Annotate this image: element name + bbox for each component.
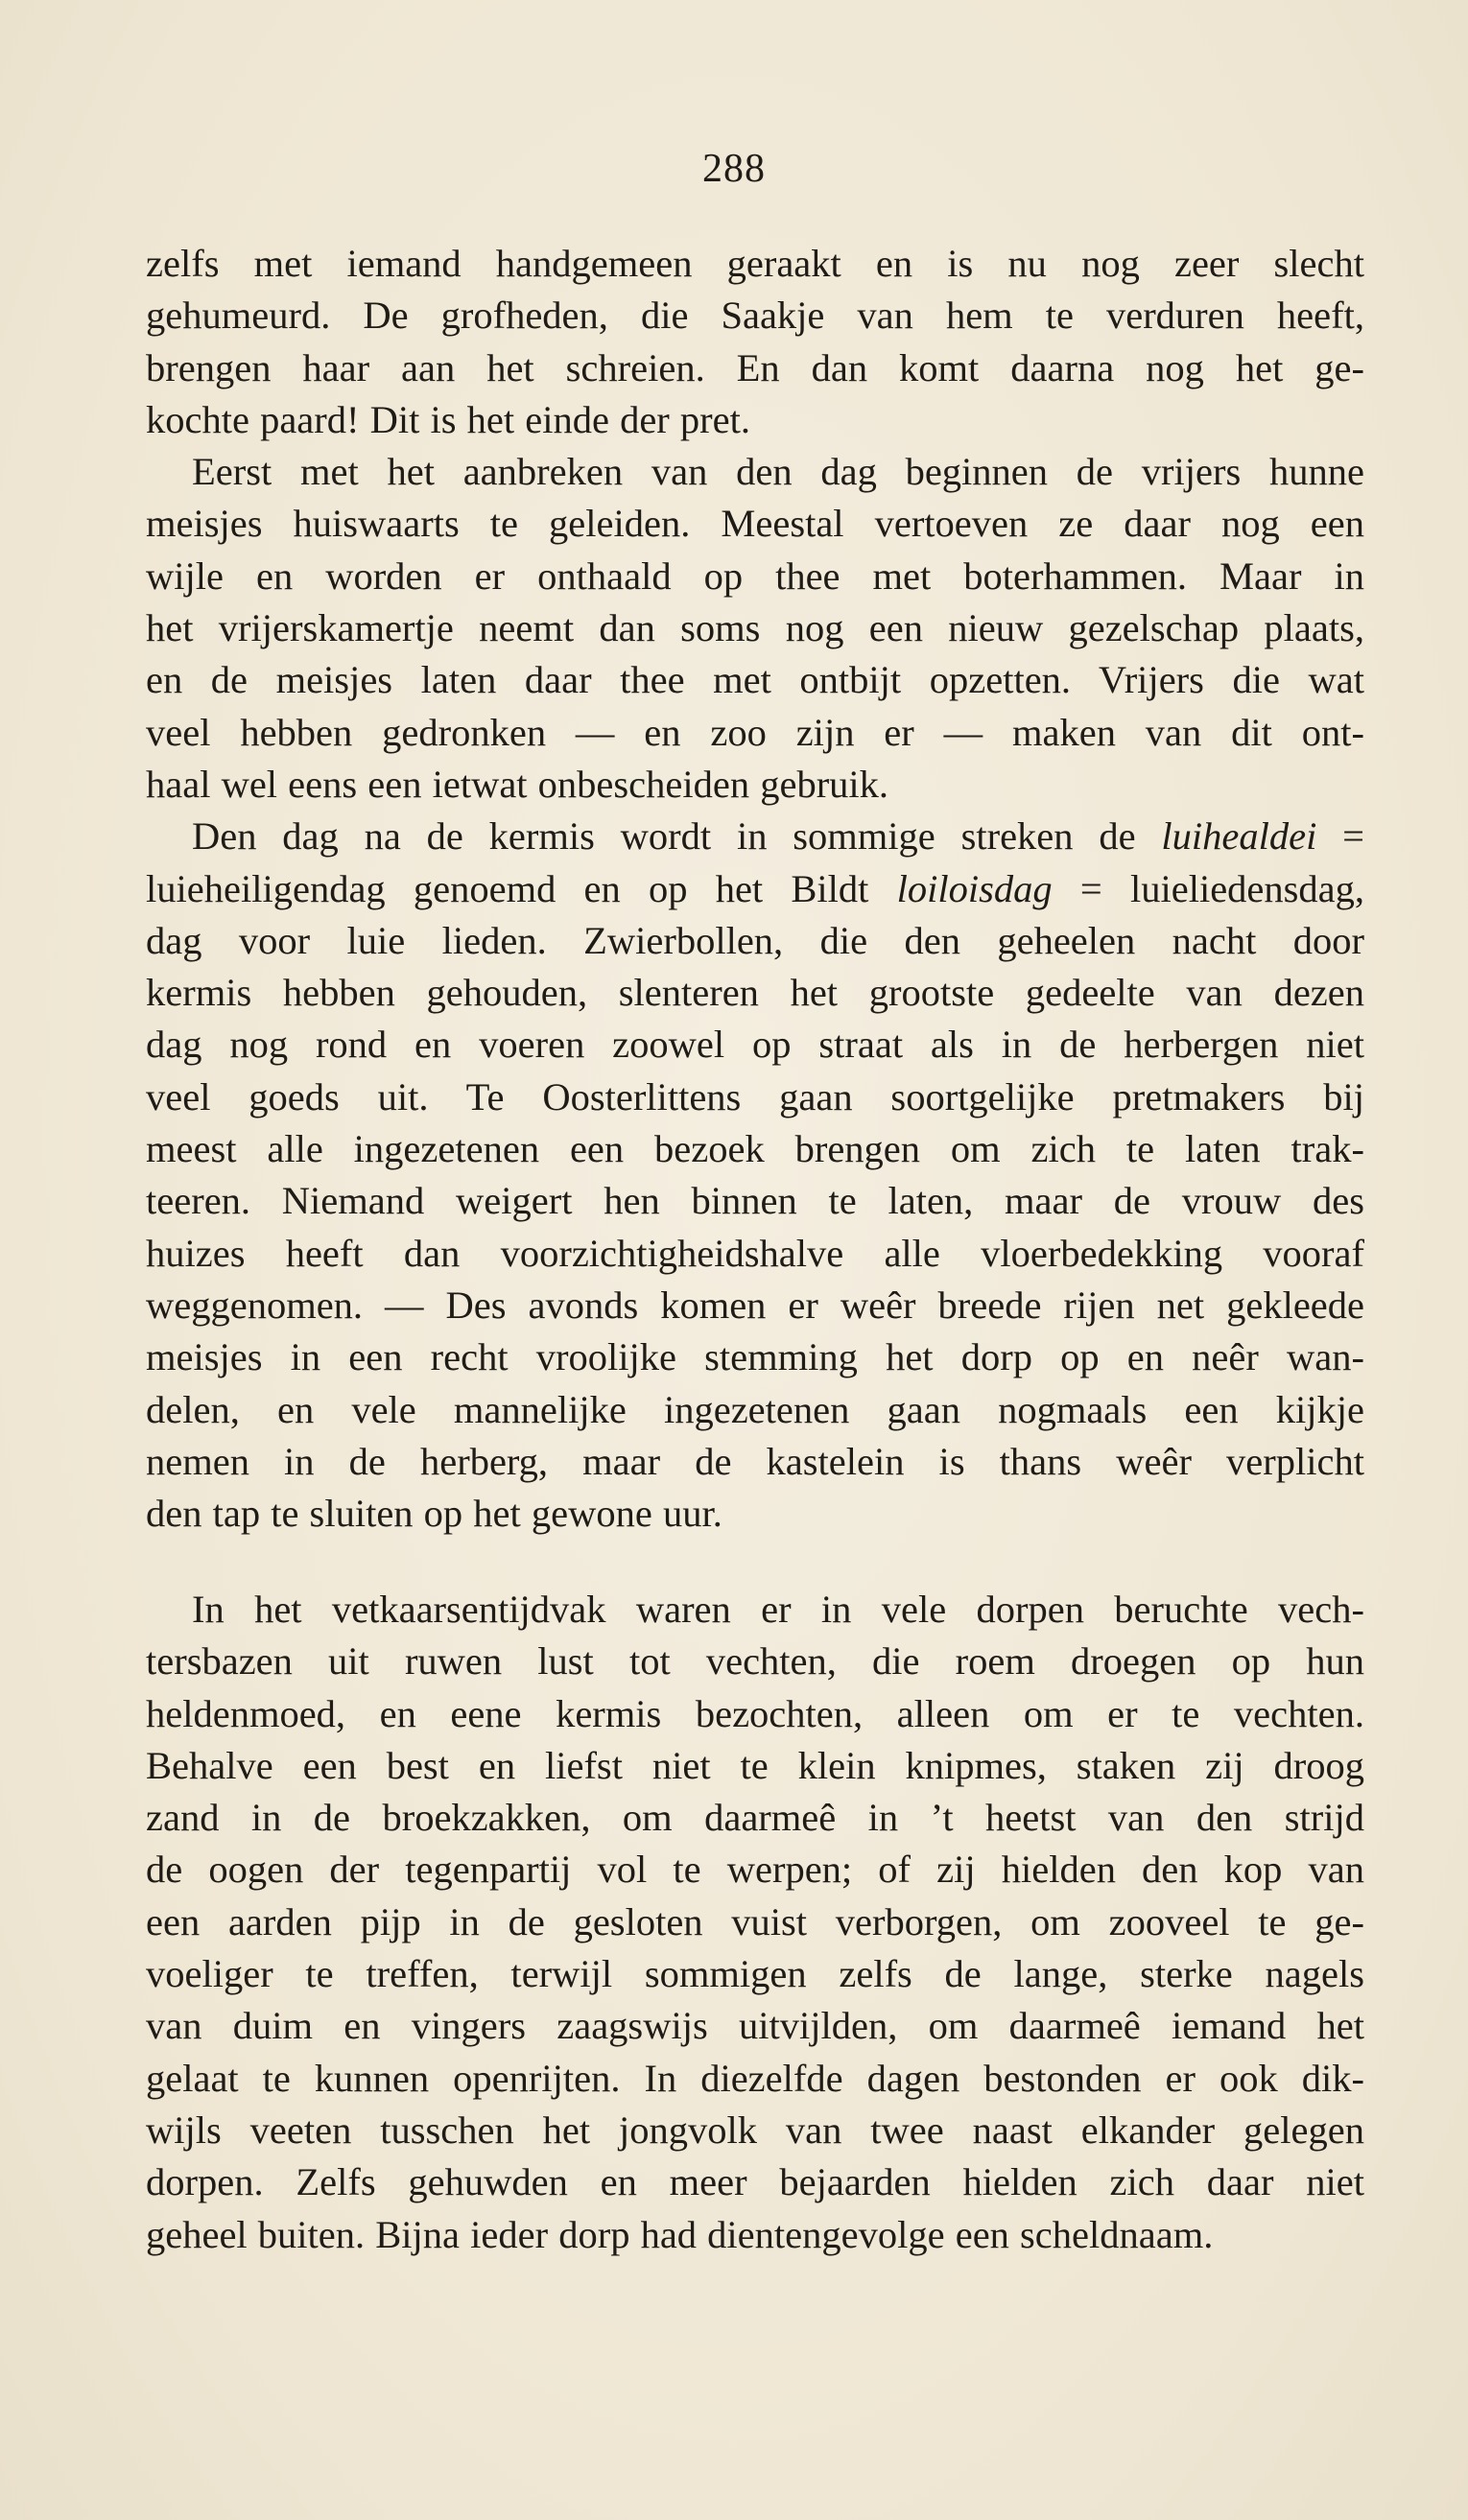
text-line: haal wel eens een ietwat onbescheiden gebruik. (146, 762, 889, 806)
text-run: luieheiligendag genoemd en op het Bildt (146, 866, 897, 910)
text-run: = (1316, 814, 1364, 859)
text-line: van duim en vingers zaagswijs uitvijlden, om daarmeê iemand het (146, 2004, 1364, 2048)
text-line: veel goeds uit. Te Oosterlittens gaan soortgelijke pretmakers bij (146, 1074, 1364, 1119)
text-line: de oogen der tegenpartij vol te werpen; of zij hielden den kop van (146, 1848, 1364, 1892)
text-line: geheel buiten. Bijna ieder dorp had dientengevolge een scheldnaam. (146, 2212, 1214, 2256)
text-line: Behalve een best en liefst niet te klein knipmes, staken zij droog (146, 1743, 1364, 1787)
text-run: = luieliedensdag, (1052, 866, 1365, 910)
text-line: meest alle ingezetenen een bezoek brengen om zich te laten trak- (146, 1127, 1364, 1171)
text-line: nemen in de herberg, maar de kastelein is thans weêr verplicht (146, 1439, 1364, 1483)
text-line: gelaat te kunnen openrijten. In diezelfde dagen bestonden er ook dik- (146, 2056, 1364, 2100)
text-line: voeliger te treffen, terwijl sommigen zelfs de lange, sterke nagels (146, 1952, 1364, 1996)
text-line: kermis hebben gehouden, slenteren het grootste gedeelte van dezen (146, 971, 1364, 1015)
text-line: wijls veeten tusschen het jongvolk van twee naast elkander gelegen (146, 2108, 1364, 2152)
text-run: Den dag na de kermis wordt in sommige streken de (192, 814, 1162, 859)
text-line: weggenomen. — Des avonds komen er weêr breede rijen net gekleede (146, 1283, 1364, 1327)
dialect-term: loiloisdag (896, 866, 1053, 910)
text-line: het vrijerskamertje neemt dan soms nog een nieuw gezelschap plaats, (146, 606, 1364, 650)
text-line: tersbazen uit ruwen lust tot vechten, die roem droegen op hun (146, 1639, 1364, 1684)
text-line (146, 811, 1364, 862)
text-section-2 (146, 1584, 1364, 2261)
text-line: zand in de broekzakken, om daarmeê in ’t heetst van den strijd (146, 1796, 1364, 1840)
text-line: den tap te sluiten op het gewone uur. (146, 1492, 722, 1536)
text-line: en de meisjes laten daar thee met ontbijt opzetten. Vrijers die wat (146, 658, 1364, 702)
text-line: heldenmoed, en eene kermis bezochten, alleen om er te vechten. (146, 1691, 1364, 1735)
text-line: Eerst met het aanbreken van den dag beginnen de vrijers hunne (192, 450, 1364, 494)
text-line: dag nog rond en voeren zoowel op straat als in de herbergen niet (146, 1023, 1364, 1067)
page-number: 288 (702, 147, 766, 191)
text-line: een aarden pijp in de gesloten vuist verborgen, om zooveel te ge- (146, 1899, 1364, 1943)
text-line: dag voor luie lieden. Zwierbollen, die den geheelen nacht door (146, 918, 1364, 962)
text-line: meisjes in een recht vroolijke stemming het dorp op en neêr wan- (146, 1335, 1364, 1379)
text-line (146, 863, 1364, 915)
text-line: gehumeurd. De grofheden, die Saakje van hem te verduren heeft, (146, 294, 1364, 338)
text-line: veel hebben gedronken — en zoo zijn er — maken van dit ont- (146, 710, 1364, 754)
dialect-term: luihealdei (1161, 814, 1317, 859)
text-line: kochte paard! Dit is het einde der pret. (146, 397, 751, 441)
text-line: brengen haar aan het schreien. En dan komt daarna nog het ge- (146, 345, 1364, 389)
text-line: In het vetkaarsentijdvak waren er in vele dorpen beruchte vech- (192, 1588, 1364, 1631)
text-line: wijle en worden er onthaald op thee met boterhammen. Maar in (146, 553, 1364, 598)
text-line: meisjes huiswaarts te geleiden. Meestal vertoeven ze daar nog een (146, 502, 1364, 546)
text-line: huizes heeft dan voorzichtigheidshalve alle vloerbedekking vooraf (146, 1231, 1364, 1275)
text-section-1 (146, 238, 1364, 1540)
text-line: zelfs met iemand handgemeen geraakt en is nu nog zeer slecht (146, 242, 1364, 285)
text-line: dorpen. Zelfs gehuwden en meer bejaarden hielden zich daar niet (146, 2160, 1364, 2204)
text-line: teeren. Niemand weigert hen binnen te laten, maar de vrouw des (146, 1179, 1364, 1223)
text-line: delen, en vele mannelijke ingezetenen gaan nogmaals een kijkje (146, 1387, 1364, 1431)
